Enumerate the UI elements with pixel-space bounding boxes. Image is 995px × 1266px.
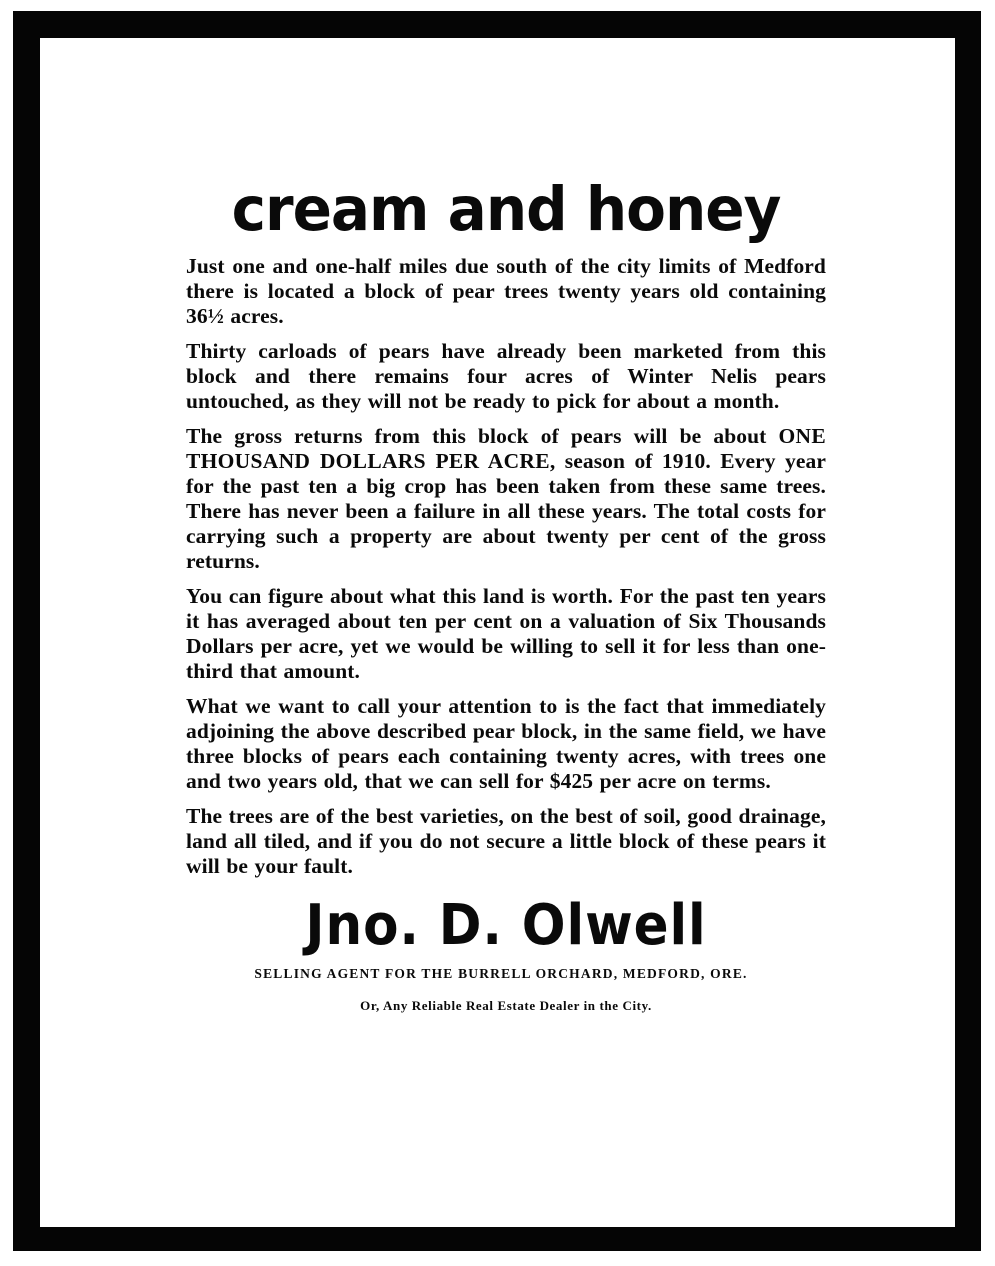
dealer-line: Or, Any Reliable Real Estate Dealer in the City. <box>360 998 652 1013</box>
paragraph-land-worth: You can figure about what this land is worth. For the past ten years it has averaged about ten per cent on a valuation of Six Thousands Dollars per acre, yet we would be willing to sell it for less than one-third that amount. <box>186 584 826 683</box>
signature-name: Jno. D. Olwell <box>305 893 707 958</box>
gross-returns-emphasis: ONE THOUSAND DOLLARS PER ACRE <box>186 424 826 473</box>
paragraph-carloads: Thirty carloads of pears have already been marketed from this block and there remains four acres of Winter Nelis pears untouched, as they will not be ready to pick for about a month. <box>186 339 826 413</box>
gross-returns-intro: The gross returns from this block of pears will be about <box>186 424 779 448</box>
agent-line: SELLING AGENT FOR THE BURRELL ORCHARD, MEDFORD, ORE. <box>254 966 748 981</box>
paragraph-gross-returns <box>186 424 826 574</box>
paragraph-location: Just one and one-half miles due south of the city limits of Medford there is located a block of pear trees twenty years old containing 36½ acres. <box>186 254 826 328</box>
paragraph-trees-quality: The trees are of the best varieties, on the best of soil, good drainage, land all tiled, and if you do not secure a little block of these pears it will be your fault. <box>186 804 826 878</box>
paragraph-adjoining-blocks: What we want to call your attention to is the fact that immediately adjoining the above described pear block, in the same field, we have three blocks of pears each containing twenty acres, with trees one and two years old, that we can sell for $425 per acre on terms. <box>186 694 826 793</box>
headline: cream and honey <box>231 173 781 245</box>
advertisement-content <box>186 172 826 1015</box>
gross-returns-rest: , season of 1910. Every year for the past ten a big crop has been taken from these same trees. There has never been a failure in all these years. The total costs for carrying such a property are about twenty per cent of the gross returns. <box>186 449 826 573</box>
